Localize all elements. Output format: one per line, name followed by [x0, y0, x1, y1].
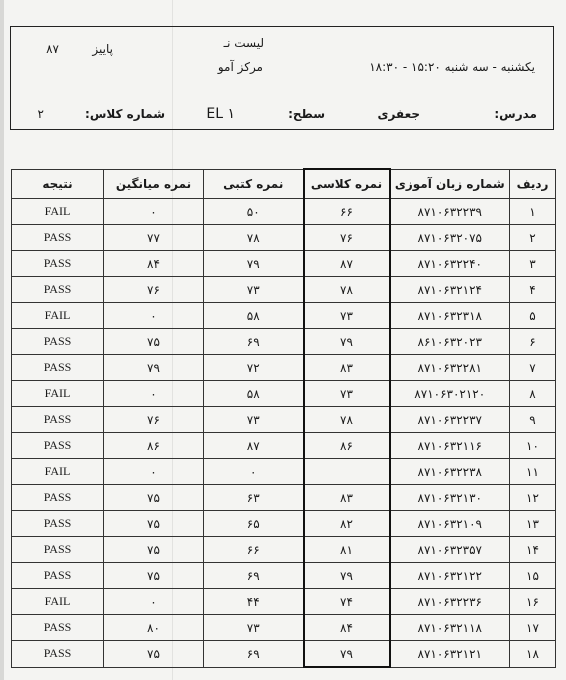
- table-row: [12, 563, 556, 589]
- row-number-cell: ۳: [510, 251, 556, 277]
- class-score-cell: ۸۷: [304, 251, 390, 277]
- result-cell: PASS: [12, 355, 104, 381]
- class-score-cell: ۸۳: [304, 355, 390, 381]
- result-cell: FAIL: [12, 381, 104, 407]
- result-cell: PASS: [12, 537, 104, 563]
- class-score-cell: ۷۶: [304, 225, 390, 251]
- written-score-cell: ۸۷: [204, 433, 304, 459]
- teacher-name: جعفری: [377, 107, 420, 121]
- table-row: [12, 199, 556, 225]
- list-title: لیست نـ: [223, 36, 264, 50]
- class-score-cell: ۷۸: [304, 407, 390, 433]
- average-score-cell: ۰: [104, 381, 204, 407]
- average-score-cell: ۷۵: [104, 641, 204, 668]
- column-header-average-score: نمره میانگین: [104, 169, 204, 199]
- written-score-cell: ۶۳: [204, 485, 304, 511]
- written-score-cell: ۷۳: [204, 407, 304, 433]
- row-number-cell: ۱۱: [510, 459, 556, 485]
- row-number-cell: ۶: [510, 329, 556, 355]
- student-id-cell: ۸۷۱۰۶۳۲۳۵۷: [390, 537, 510, 563]
- column-header-written-score: نمره کتبی: [204, 169, 304, 199]
- student-id-cell: ۸۷۱۰۶۳۰۲۱۲۰: [390, 381, 510, 407]
- table-row: [12, 589, 556, 615]
- class-score-cell: ۸۱: [304, 537, 390, 563]
- written-score-cell: ۷۲: [204, 355, 304, 381]
- grades-table: [11, 168, 556, 668]
- row-number-cell: ۱۶: [510, 589, 556, 615]
- result-cell: PASS: [12, 485, 104, 511]
- result-cell: FAIL: [12, 199, 104, 225]
- class-score-cell: ۸۶: [304, 433, 390, 459]
- student-id-cell: ۸۷۱۰۶۳۲۲۳۹: [390, 199, 510, 225]
- written-score-cell: ۶۶: [204, 537, 304, 563]
- page-edge: [0, 0, 4, 680]
- student-id-cell: ۸۷۱۰۶۳۲۱۰۹: [390, 511, 510, 537]
- class-score-cell: [304, 459, 390, 485]
- table-row: [12, 407, 556, 433]
- result-cell: PASS: [12, 433, 104, 459]
- student-id-cell: ۸۷۱۰۶۳۲۱۱۸: [390, 615, 510, 641]
- row-number-cell: ۱۳: [510, 511, 556, 537]
- student-id-cell: ۸۶۱۰۶۳۲۰۲۳: [390, 329, 510, 355]
- class-info-header: [10, 26, 554, 130]
- table-body: [12, 199, 556, 668]
- table-row: [12, 381, 556, 407]
- level-value: EL ۱: [206, 106, 235, 122]
- written-score-cell: ۶۵: [204, 511, 304, 537]
- written-score-cell: ۵۸: [204, 381, 304, 407]
- student-id-cell: ۸۷۱۰۶۳۲۲۸۱: [390, 355, 510, 381]
- result-cell: PASS: [12, 277, 104, 303]
- student-id-cell: ۸۷۱۰۶۳۲۲۳۸: [390, 459, 510, 485]
- row-number-cell: ۱۷: [510, 615, 556, 641]
- student-id-cell: ۸۷۱۰۶۳۲۲۳۶: [390, 589, 510, 615]
- result-cell: PASS: [12, 563, 104, 589]
- row-number-cell: ۱۴: [510, 537, 556, 563]
- row-number-cell: ۱۵: [510, 563, 556, 589]
- row-number-cell: ۴: [510, 277, 556, 303]
- row-number-cell: ۵: [510, 303, 556, 329]
- table-row: [12, 251, 556, 277]
- result-cell: PASS: [12, 225, 104, 251]
- table-row: [12, 355, 556, 381]
- student-id-cell: ۸۷۱۰۶۳۲۱۲۲: [390, 563, 510, 589]
- student-id-cell: ۸۷۱۰۶۳۲۱۳۰: [390, 485, 510, 511]
- column-header-result: نتیجه: [12, 169, 104, 199]
- column-header-row-number: ردیف: [510, 169, 556, 199]
- written-score-cell: ۶۹: [204, 329, 304, 355]
- schedule: یکشنبه - سه شنبه ۱۵:۲۰ - ۱۸:۳۰: [369, 60, 535, 74]
- table-header-row: [12, 169, 556, 199]
- class-score-cell: ۷۹: [304, 329, 390, 355]
- written-score-cell: ۷۳: [204, 277, 304, 303]
- season: پاییز: [92, 42, 113, 56]
- student-id-cell: ۸۷۱۰۶۳۲۲۴۰: [390, 251, 510, 277]
- written-score-cell: ۷۸: [204, 225, 304, 251]
- class-score-cell: ۷۳: [304, 381, 390, 407]
- table-row: [12, 329, 556, 355]
- column-header-student-id: شماره زبان آموزی: [390, 169, 510, 199]
- average-score-cell: ۸۶: [104, 433, 204, 459]
- average-score-cell: ۰: [104, 199, 204, 225]
- class-score-cell: ۷۳: [304, 303, 390, 329]
- written-score-cell: ۶۹: [204, 563, 304, 589]
- class-score-cell: ۶۶: [304, 199, 390, 225]
- average-score-cell: ۸۰: [104, 615, 204, 641]
- student-id-cell: ۸۷۱۰۶۳۲۱۲۴: [390, 277, 510, 303]
- result-cell: FAIL: [12, 303, 104, 329]
- student-id-cell: ۸۷۱۰۶۳۲۲۳۷: [390, 407, 510, 433]
- table-row: [12, 641, 556, 668]
- average-score-cell: ۰: [104, 459, 204, 485]
- result-cell: PASS: [12, 615, 104, 641]
- row-number-cell: ۱۸: [510, 641, 556, 668]
- student-id-cell: ۸۷۱۰۶۳۲۳۱۸: [390, 303, 510, 329]
- class-score-cell: ۷۹: [304, 563, 390, 589]
- result-cell: FAIL: [12, 589, 104, 615]
- written-score-cell: ۷۳: [204, 615, 304, 641]
- column-header-class-score: نمره کلاسی: [304, 169, 390, 199]
- class-score-cell: ۸۲: [304, 511, 390, 537]
- teacher-label: مدرس:: [494, 107, 537, 121]
- average-score-cell: ۷۶: [104, 407, 204, 433]
- table-row: [12, 459, 556, 485]
- table-row: [12, 511, 556, 537]
- result-cell: PASS: [12, 251, 104, 277]
- average-score-cell: ۷۶: [104, 277, 204, 303]
- row-number-cell: ۹: [510, 407, 556, 433]
- written-score-cell: ۷۹: [204, 251, 304, 277]
- class-score-cell: ۷۸: [304, 277, 390, 303]
- average-score-cell: ۰: [104, 303, 204, 329]
- result-cell: PASS: [12, 641, 104, 668]
- level-label: سطح:: [288, 107, 325, 121]
- class-score-cell: ۸۳: [304, 485, 390, 511]
- table-row: [12, 277, 556, 303]
- class-number-value: ۲: [37, 107, 44, 121]
- row-number-cell: ۱۲: [510, 485, 556, 511]
- result-cell: PASS: [12, 329, 104, 355]
- average-score-cell: ۷۵: [104, 537, 204, 563]
- class-score-cell: ۸۴: [304, 615, 390, 641]
- class-number-label: شماره کلاس:: [85, 107, 165, 121]
- result-cell: PASS: [12, 511, 104, 537]
- student-id-cell: ۸۷۱۰۶۳۲۱۱۶: [390, 433, 510, 459]
- average-score-cell: ۷۷: [104, 225, 204, 251]
- class-score-cell: ۷۹: [304, 641, 390, 668]
- written-score-cell: ۵۰: [204, 199, 304, 225]
- center-name: مرکز آمو: [217, 60, 263, 74]
- written-score-cell: ۶۹: [204, 641, 304, 668]
- written-score-cell: ۵۸: [204, 303, 304, 329]
- result-cell: PASS: [12, 407, 104, 433]
- written-score-cell: ۰: [204, 459, 304, 485]
- table-row: [12, 433, 556, 459]
- table-row: [12, 615, 556, 641]
- row-number-cell: ۸: [510, 381, 556, 407]
- written-score-cell: ۴۴: [204, 589, 304, 615]
- average-score-cell: ۷۹: [104, 355, 204, 381]
- row-number-cell: ۲: [510, 225, 556, 251]
- table-row: [12, 537, 556, 563]
- average-score-cell: ۷۵: [104, 563, 204, 589]
- table-row: [12, 485, 556, 511]
- row-number-cell: ۷: [510, 355, 556, 381]
- class-score-cell: ۷۴: [304, 589, 390, 615]
- average-score-cell: ۸۴: [104, 251, 204, 277]
- row-number-cell: ۱۰: [510, 433, 556, 459]
- table-row: [12, 225, 556, 251]
- table-row: [12, 303, 556, 329]
- result-cell: FAIL: [12, 459, 104, 485]
- average-score-cell: ۷۵: [104, 485, 204, 511]
- row-number-cell: ۱: [510, 199, 556, 225]
- student-id-cell: ۸۷۱۰۶۳۲۰۷۵: [390, 225, 510, 251]
- student-id-cell: ۸۷۱۰۶۳۲۱۲۱: [390, 641, 510, 668]
- average-score-cell: ۷۵: [104, 329, 204, 355]
- average-score-cell: ۰: [104, 589, 204, 615]
- year: ۸۷: [46, 42, 59, 56]
- average-score-cell: ۷۵: [104, 511, 204, 537]
